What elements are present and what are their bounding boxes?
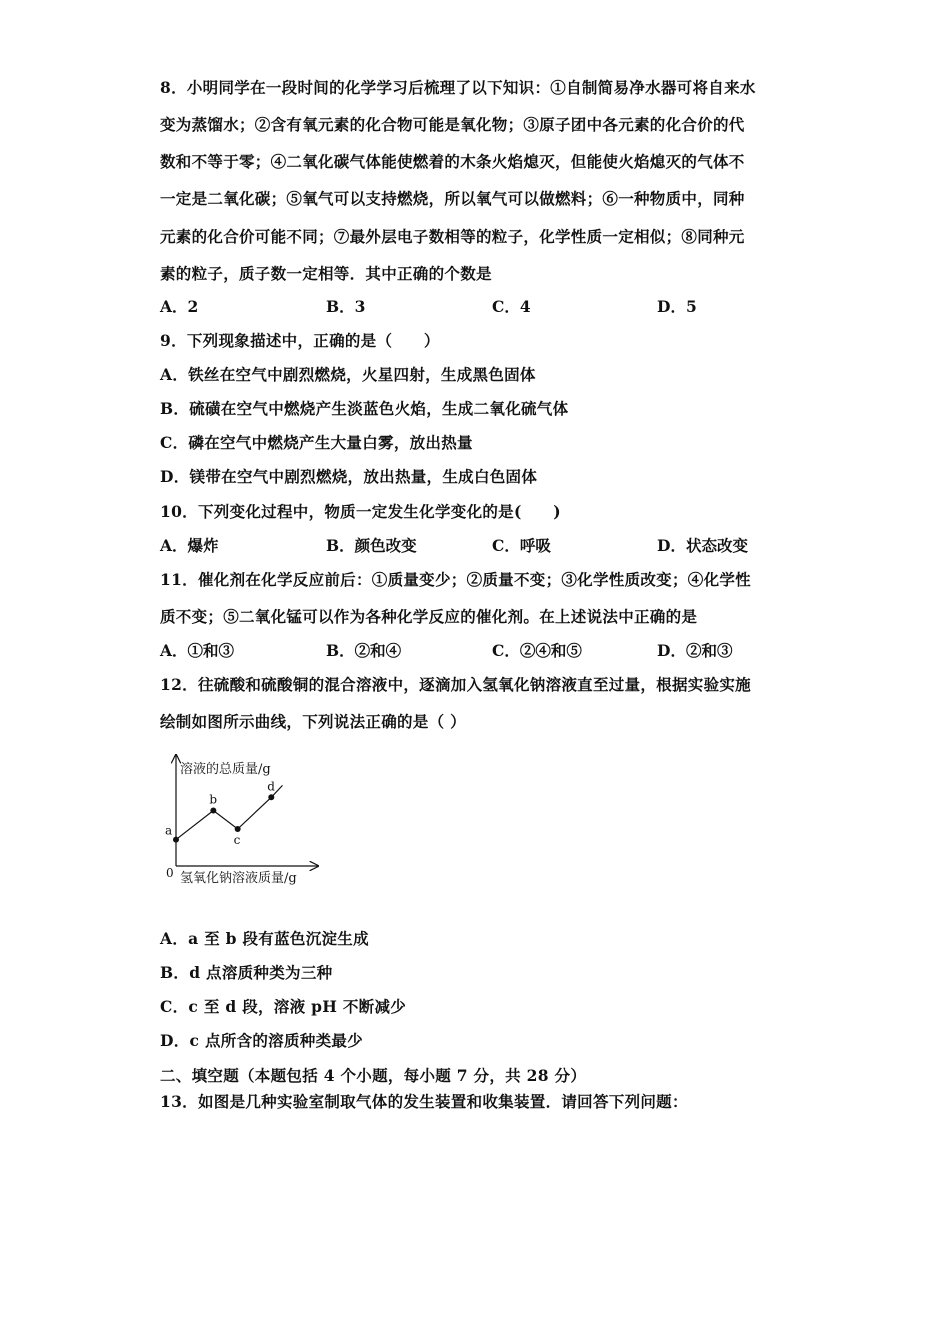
q9-option-d: D．镁带在空气中剧烈燃烧，放出热量，生成白色固体: [160, 467, 538, 486]
origin-label: 0: [166, 866, 174, 880]
q12-line-2: 绘制如图所示曲线，下列说法正确的是（ ）: [160, 712, 466, 731]
q8-line-2: 变为蒸馏水；②含有氧元素的化合物可能是氧化物；③原子团中各元素的化合价的代: [160, 115, 745, 134]
q9-option-a: A．铁丝在空气中剧烈燃烧，火星四射，生成黑色固体: [160, 365, 536, 384]
q9-option-b: B．硫磺在空气中燃烧产生淡蓝色火焰，生成二氧化硫气体: [160, 399, 569, 418]
q13-stem: 13．如图是几种实验室制取气体的发生装置和收集装置．请回答下列问题：: [160, 1092, 688, 1111]
q11-option-a: A．①和③: [160, 641, 235, 660]
q8-line-1: 8．小明同学在一段时间的化学学习后梳理了以下知识：①自制简易净水器可将自来水: [160, 78, 756, 97]
point-c: [235, 826, 241, 832]
q12-option-c: C．c 至 d 段，溶液 pH 不断减少: [160, 997, 407, 1016]
q10-option-b: B．颜色改变: [326, 536, 417, 555]
q11-line-2: 质不变；⑤二氧化锰可以作为各种化学反应的催化剂。在上述说法中正确的是: [160, 607, 698, 626]
q11-line-1: 11．催化剂在化学反应前后：①质量变少；②质量不变；③化学性质改变；④化学性: [160, 570, 751, 589]
point-label-b: b: [209, 792, 218, 807]
q12-option-a: A．a 至 b 段有蓝色沉淀生成: [160, 929, 369, 948]
q12-line-1: 12．往硫酸和硫酸铜的混合溶液中，逐滴加入氢氧化钠溶液直至过量，根据实验实施: [160, 675, 751, 694]
q10-option-c: C．呼吸: [492, 536, 551, 555]
y-axis-label: 溶液的总质量/g: [180, 762, 271, 777]
q12-option-b: B．d 点溶质种类为三种: [160, 963, 333, 982]
q8-option-a: A．2: [160, 297, 199, 316]
series-line: [176, 785, 283, 839]
q8-option-b: B．3: [326, 297, 366, 316]
q12-chart: [150, 745, 330, 890]
x-axis-label: 氢氧化钠溶液质量/g: [180, 871, 297, 886]
q11-option-c: C．②④和⑤: [492, 641, 582, 660]
q9-option-c: C．磷在空气中燃烧产生大量白雾，放出热量: [160, 433, 473, 452]
point-a: [173, 837, 179, 843]
q8-line-3: 数和不等于零；④二氧化碳气体能使燃着的木条火焰熄灭，但能使火焰熄灭的气体不: [160, 152, 745, 171]
q11-option-d: D．②和③: [657, 641, 733, 660]
point-label-d: d: [267, 779, 275, 794]
q8-line-6: 素的粒子，质子数一定相等．其中正确的个数是: [160, 264, 492, 283]
q12-option-d: D．c 点所含的溶质种类最少: [160, 1031, 363, 1050]
q10-stem: 10．下列变化过程中，物质一定发生化学变化的是( ): [160, 502, 561, 521]
q8-line-4: 一定是二氧化碳；⑤氧气可以支持燃烧，所以氧气可以做燃料；⑥一种物质中，同种: [160, 189, 745, 208]
point-label-c: c: [233, 833, 241, 847]
point-label-a: a: [165, 823, 173, 838]
q9-stem: 9．下列现象描述中，正确的是（ ）: [160, 331, 440, 350]
q8-line-5: 元素的化合价可能不同；⑦最外层电子数相等的粒子，化学性质一定相似；⑧同种元: [160, 227, 745, 246]
q8-option-d: D．5: [657, 297, 697, 316]
point-d: [268, 794, 274, 800]
q10-option-a: A．爆炸: [160, 536, 219, 555]
section-2-title: 二、填空题（本题包括 4 个小题，每小题 7 分，共 28 分）: [160, 1066, 587, 1085]
q11-option-b: B．②和④: [326, 641, 402, 660]
q8-option-c: C．4: [492, 297, 531, 316]
q10-option-d: D．状态改变: [657, 536, 748, 555]
point-b: [210, 808, 216, 814]
